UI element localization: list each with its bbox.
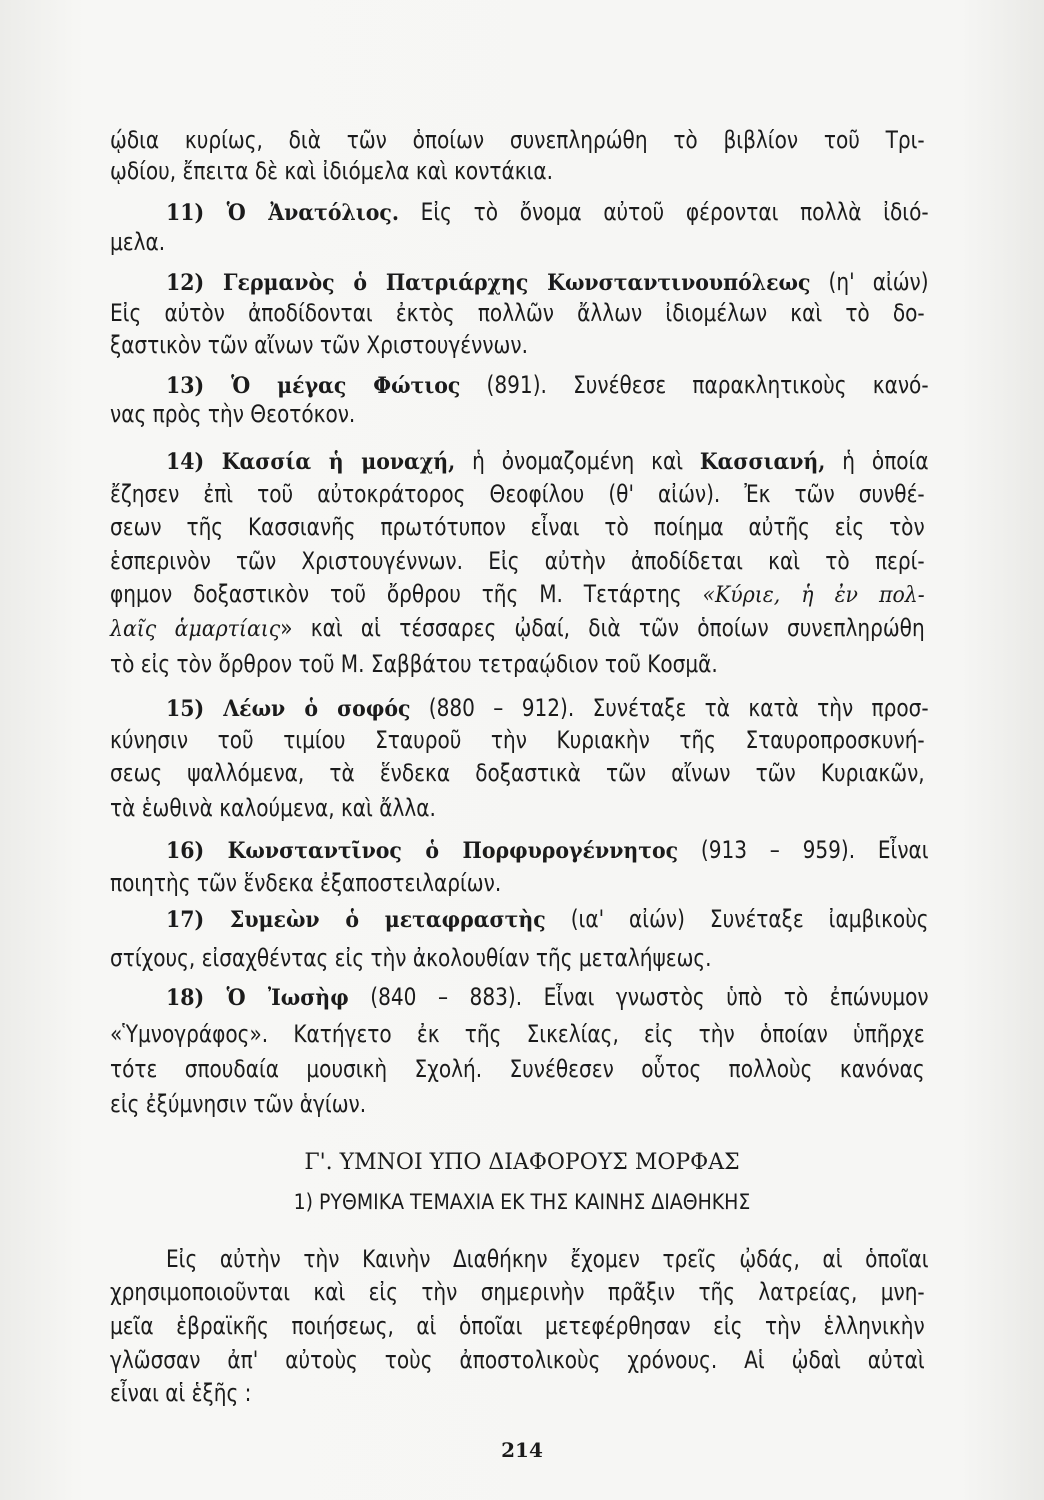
text-segment: ἔζησεν ἐπὶ τοῦ αὐτοκράτορος Θεοφίλου (θ' αἰών). Ἐκ τῶν συνθέ- [110, 480, 925, 508]
text-segment: νας πρὸς τὴν Θεοτόκον. [110, 400, 356, 428]
text-line [110, 227, 925, 257]
text-segment: μελα. [110, 228, 166, 256]
text-line [110, 546, 925, 576]
closing-text-line [110, 1378, 925, 1408]
text-line [166, 904, 929, 935]
text-segment: τὸ εἰς τὸν ὄρθρον τοῦ Μ. Σαββάτου τετραῴδιον τοῦ Κοσμᾶ. [110, 650, 718, 678]
text-segment: εἰς ἐξύμνησιν τῶν ἁγίων. [110, 1090, 367, 1118]
text-line [110, 943, 925, 973]
text-segment: (880 – 912). Συνέταξε τὰ κατὰ τὴν προσ- [410, 694, 929, 722]
text-line [110, 725, 925, 755]
text-line [110, 1054, 925, 1084]
text-segment: Εἰς τὸ ὄνομα αὐτοῦ φέρονται πολλὰ ἰδιό- [398, 198, 929, 226]
text-segment: σεως ψαλλόμενα, τὰ ἕνδεκα δοξαστικὰ τῶν αἴνων τῶν Κυριακῶν, [110, 759, 925, 787]
text-line [110, 298, 925, 328]
text-segment: εἶναι αἱ ἑξῆς : [110, 1379, 252, 1407]
text-segment: χρησιμοποιοῦνται καὶ εἰς τὴν σημερινὴν πρᾶξιν τῆς λατρείας, μνη- [110, 1278, 925, 1306]
text-segment: ἑσπερινὸν τῶν Χριστουγέννων. Εἰς αὐτὴν ἀποδίδεται καὶ τὸ περί- [110, 547, 925, 575]
subsection-heading: 1) ΡΥΘΜΙΚΑ ΤΕΜΑΧΙΑ ΕΚ ΤΗΣ ΚΑΙΝΗΣ ΔΙΑΘΗΚΗΣ [293, 1190, 751, 1214]
text-segment: (840 – 883). Εἶναι γνωστὸς ὑπὸ τὸ ἐπώνυμον [348, 983, 929, 1011]
bold-name: 16) Κωνσταντῖνος ὁ Πορφυρογέννητος [166, 838, 679, 864]
text-line [110, 125, 925, 155]
text-line [166, 982, 929, 1013]
text-line [110, 156, 925, 186]
text-segment: » καὶ αἱ τέσσαρες ᾠδαί, διὰ τῶν ὁποίων συνεπληρώθη [280, 614, 925, 642]
text-line [110, 330, 925, 360]
closing-text-line [166, 1244, 929, 1274]
bold-name: 14) Κασσία ἡ μοναχή, [166, 449, 456, 475]
closing-text-line [110, 1345, 925, 1375]
text-line [110, 1019, 925, 1049]
bold-name: 18) Ὁ Ἰωσὴφ [166, 985, 349, 1011]
text-segment: ἡ ὁποία [825, 447, 929, 475]
section-heading: Γ'. ΥΜΝΟΙ ΥΠΟ ΔΙΑΦΟΡΟΥΣ ΜΟΡΦΑΣ [304, 1150, 740, 1175]
text-segment: φημον δοξαστικὸν τοῦ ὄρθρου τῆς Μ. Τετάρτης [110, 580, 703, 608]
text-segment: κύνησιν τοῦ τιμίου Σταυροῦ τὴν Κυριακὴν τῆς Σταυροπροσκυνή- [110, 726, 925, 754]
text-line [110, 793, 925, 823]
text-line [110, 1089, 925, 1119]
text-line [110, 399, 925, 429]
text-segment: μεῖα ἑβραϊκῆς ποιήσεως, αἱ ὁποῖαι μετεφέρθησαν εἰς τὴν ἑλληνικὴν [110, 1312, 925, 1340]
text-segment: Εἰς αὐτὴν τὴν Καινὴν Διαθήκην ἔχομεν τρεῖς ᾠδάς, αἱ ὁποῖαι [166, 1245, 929, 1273]
text-line [166, 370, 929, 401]
italic-quote: «Κύριε, ἡ ἐν πολ- [702, 583, 925, 608]
text-segment: τότε σπουδαία μουσικὴ Σχολή. Συνέθεσεν οὗτος πολλοὺς κανόνας [110, 1055, 925, 1083]
closing-text-line [110, 1277, 925, 1307]
text-segment: γλῶσσαν ἀπ' αὐτοὺς τοὺς ἀποστολικοὺς χρόνους. Αἱ ᾠδαὶ αὐταὶ [110, 1346, 925, 1374]
text-segment: τὰ ἑωθινὰ καλούμενα, καὶ ἄλλα. [110, 794, 436, 822]
bold-name: 13) Ὁ μέγας Φώτιος [166, 373, 461, 399]
text-segment: ἡ ὀνομαζομένη καὶ [455, 447, 700, 475]
text-segment: (ια' αἰών) Συνέταξε ἰαμβικοὺς [545, 905, 929, 933]
text-line [166, 693, 929, 724]
text-line [166, 197, 929, 228]
text-segment: (η' αἰών) [810, 268, 929, 296]
text-line [110, 649, 925, 679]
text-segment: ῴδια κυρίως, διὰ τῶν ὁποίων συνεπληρώθη τὸ βιβλίον τοῦ Τρι- [110, 126, 925, 154]
text-line [110, 868, 925, 898]
bold-name: 12) Γερμανὸς ὁ Πατριάρχης Κωνσταντινουπόλεως [166, 270, 811, 296]
text-line [110, 758, 925, 788]
bold-name: 17) Συμεὼν ὁ μεταφραστὴς [166, 907, 546, 933]
text-segment: (891). Συνέθεσε παρακλητικοὺς κανό- [460, 371, 929, 399]
text-segment: Εἰς αὐτὸν ἀποδίδονται ἐκτὸς πολλῶν ἄλλων ἰδιομέλων καὶ τὸ δο- [110, 299, 925, 327]
text-line [166, 835, 929, 866]
text-segment: στίχους, εἰσαχθέντας εἰς τὴν ἀκολουθίαν τῆς μεταλήψεως. [110, 944, 712, 972]
text-segment: σεων τῆς Κασσιανῆς πρωτότυπον εἶναι τὸ ποίημα αὐτῆς εἰς τὸν [110, 513, 925, 541]
text-line [110, 613, 925, 645]
text-segment: ῳδίου, ἔπειτα δὲ καὶ ἰδιόμελα καὶ κοντάκια. [110, 157, 553, 185]
text-line [166, 446, 929, 477]
text-line [166, 267, 929, 298]
bold-name: 15) Λέων ὁ σοφός [166, 696, 411, 722]
text-segment: «Ὑμνογράφος». Κατήγετο ἐκ τῆς Σικελίας, εἰς τὴν ὁποίαν ὑπῆρχε [110, 1020, 925, 1048]
text-segment: (913 – 959). Εἶναι [678, 836, 929, 864]
closing-text-line [110, 1311, 925, 1341]
text-line [110, 579, 925, 611]
bold-name: Κασσιανή, [699, 449, 826, 475]
page-number: 214 [501, 1438, 543, 1462]
text-segment: ποιητὴς τῶν ἕνδεκα ἐξαποστειλαρίων. [110, 869, 502, 897]
italic-quote: λαῖς ἁμαρτίαις [110, 617, 281, 642]
text-segment: ξαστικὸν τῶν αἴνων τῶν Χριστουγέννων. [110, 331, 528, 359]
bold-name: 11) Ὁ Ἀνατόλιος. [166, 200, 399, 226]
text-line [110, 512, 925, 542]
text-line [110, 479, 925, 509]
